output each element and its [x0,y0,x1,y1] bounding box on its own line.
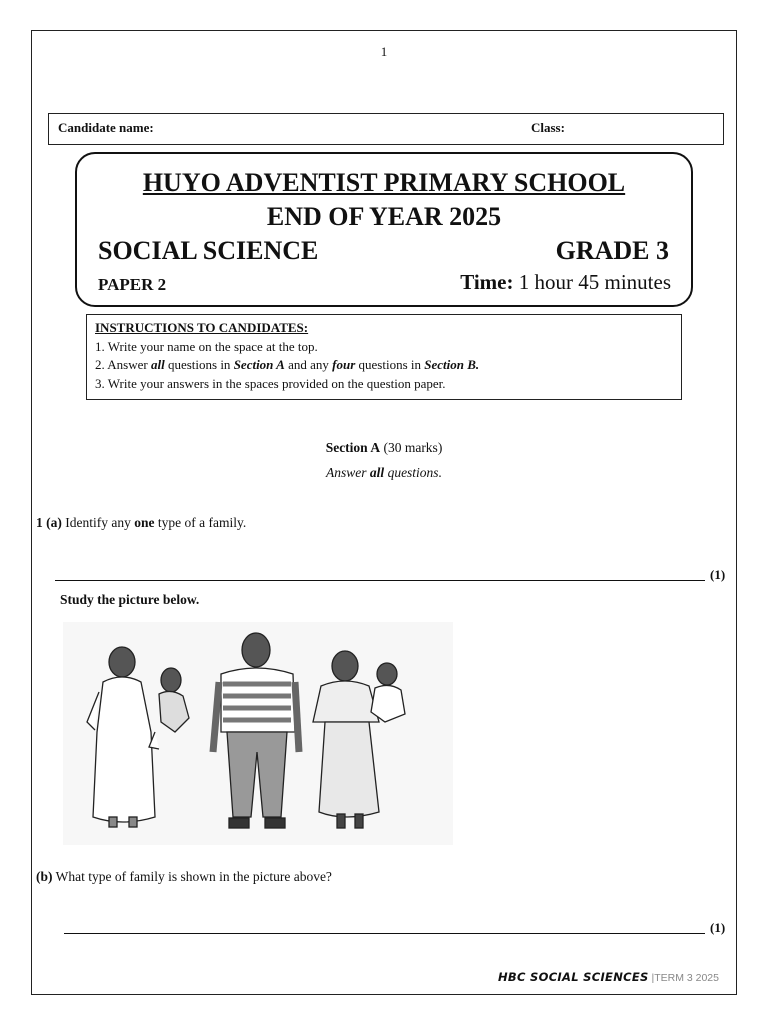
footer [498,970,719,984]
exam-title-box [75,152,693,307]
instructions-heading: INSTRUCTIONS TO CANDIDATES: [95,320,309,335]
study-instruction: Study the picture below. [60,592,200,607]
paper-label: PAPER 2 [98,275,167,294]
mark-1b: (1) [710,920,726,935]
school-name: HUYO ADVENTIST PRIMARY SCHOOL [142,168,626,197]
question-1a: 1 (a) Identify any one type of a family. [36,515,247,530]
footer-brand: HBC SOCIAL SCIENCES [498,970,649,984]
section-title: Section A (30 marks) [325,440,443,455]
footer-term: |TERM 3 2025 [651,972,719,984]
family-picture [63,622,453,845]
class-label: Class: [531,120,565,135]
grade-label: GRADE 3 [555,236,669,265]
exam-title: END OF YEAR 2025 [266,202,502,231]
subject-name: SOCIAL SCIENCE [98,236,319,265]
instruction-item: 2. Answer all questions in Section A and any four questions in Section B. [95,357,480,372]
instructions-box [86,314,682,400]
time-label: Time: [460,270,514,294]
candidate-info-box [48,113,724,145]
answer-line-1b[interactable] [64,933,705,934]
page-number: 1 [380,44,388,59]
instruction-item: 1. Write your name on the space at the top. [95,338,318,354]
time-allowed [460,270,671,295]
instruction-item: 3. Write your answers in the spaces provided on the question paper. [95,375,446,391]
question-1b: (b) What type of family is shown in the picture above? [36,869,332,884]
candidate-name-label: Candidate name: [58,120,154,135]
time-value: 1 hour 45 minutes [518,270,671,294]
answer-line-1a[interactable] [55,580,705,581]
section-instruction: Answer all questions. [326,465,442,480]
mark-1a: (1) [710,567,726,582]
